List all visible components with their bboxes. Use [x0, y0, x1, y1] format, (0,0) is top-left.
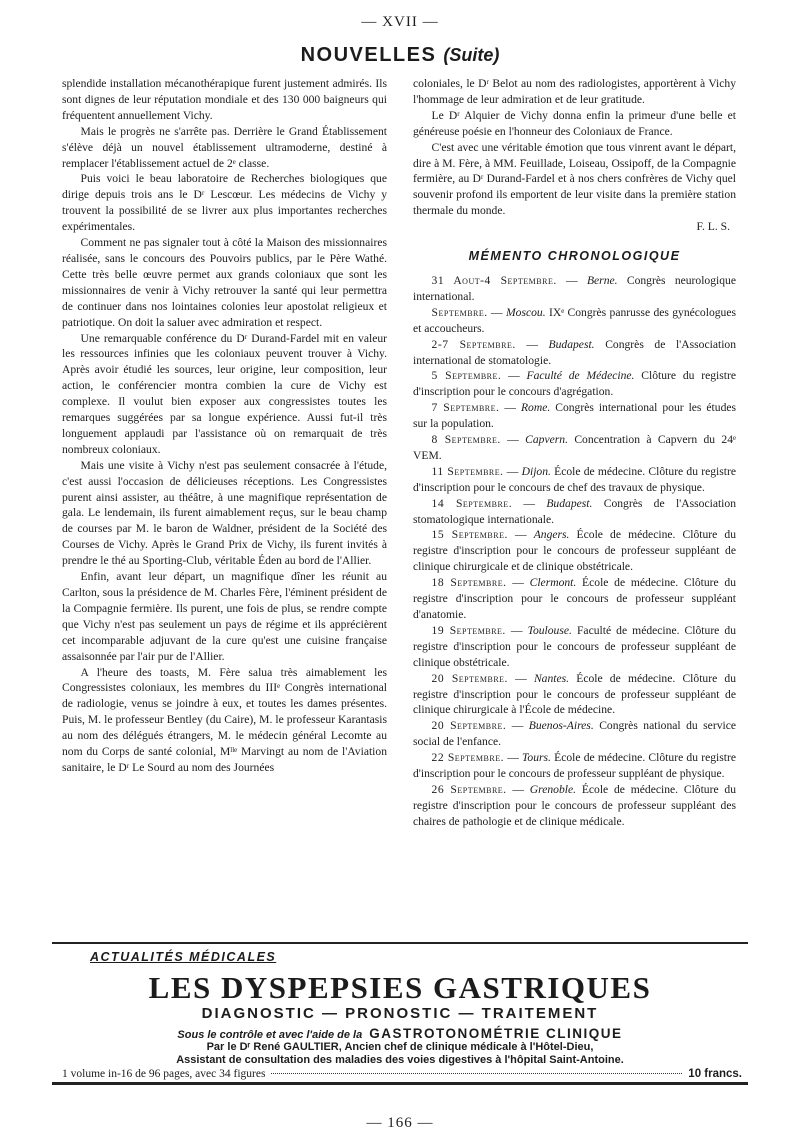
memento-entry	[413, 337, 736, 369]
entry-text: IXᵉ Congrès panrusse des gynécologues et accoucheurs.	[413, 305, 737, 335]
entry-date: 31 Aout-4 Septembre.	[431, 273, 557, 287]
paragraph-text: C'est avec une véritable émotion que tous vinrent avant le départ, dire à M. Fère, à MM. Feuillade, Loiseau, Ossipoff, de la Compagnie fermière, au Dʳ Durand-Fardel et à nos chers confrères de Vichy quel souvenir profond ils emportent de leur visite dans la première station thermale du monde.	[413, 140, 736, 218]
advert-method-line	[52, 1026, 748, 1041]
memento-entry	[413, 273, 736, 305]
paragraph: A l'heure des toasts, M. Fère salua très aimablement les Congressistes coloniaux, les membres du IIIᵉ Congrès international de radiologie, venus se joindre à eux, et toutes les dames présentes. Puis, M. le professeur Bentley (du Caire), M. le professeur Karantasis au nom des délégués étrangers, M. le médecin général Lecomte au nom du Corps de santé colonial, Mˡˡᵉ Marvingt au nom de l'Aviation sanitaire, le Dʳ Le Sourd au nom des Journées	[62, 665, 387, 774]
entry-dash: —	[499, 401, 521, 415]
entry-date: 5 Septembre.	[431, 369, 502, 383]
entry-place: Budapest.	[546, 496, 593, 510]
entry-space	[569, 528, 576, 541]
memento-entry	[413, 400, 736, 432]
entry-place: Capvern.	[525, 433, 568, 447]
entry-text: Concentration à Capvern du 24ᵉ VEM.	[413, 433, 737, 462]
entry-text: Clôture du registre d'inscription pour le concours d'agrégation.	[413, 369, 737, 399]
advert-author-line: Par le Dʳ René GAULTIER, Ancien chef de clinique médicale à l'Hôtel-Dieu,	[206, 1041, 594, 1053]
entry-dash: —	[503, 464, 522, 478]
memento-entry	[413, 718, 736, 750]
memento-list	[413, 273, 736, 830]
memento-entry	[413, 623, 736, 671]
dot-leader	[271, 1073, 682, 1074]
entry-date: 2-7 Septembre.	[431, 337, 516, 351]
left-column	[62, 76, 387, 776]
entry-place: Buenos-Aires.	[528, 719, 594, 733]
paragraph: Enfin, avant leur départ, un magnifique dîner les réunit au Carlton, sous la présidence de M. Charles Fère, l'éminent président de la Compagnie fermière. Ils purent, une fois de plus, se rendre compte que Vichy n'est pas seulement un pays de régime et ils apprécièrent cet incomparable adjuvant de la cure qu'est une cuisine française assaisonnée par l'air pur de l'Allier.	[62, 570, 387, 663]
entry-text: École de médecine. Clôture du registre d'inscription pour le concours de chef des travaux de physique.	[413, 464, 736, 494]
entry-date: 20 Septembre.	[431, 719, 507, 733]
entry-date: 11 Septembre.	[431, 464, 504, 478]
entry-text: Congrès neurologique international.	[413, 273, 736, 303]
paragraph: Comment ne pas signaler tout à côté la Maison des missionnaires réalisée, sans le concours des Pouvoirs publics, par le Père Wathé. Cette très belle œuvre permet aux grands coloniaux que sont les missionnaires de venir à Vichy retrouver la santé qui leur permettra de continuer dans nos lointaines colonies leur apostolat religieux et patriotique. On doit la saluer avec admiration et respect.	[62, 236, 387, 329]
advert-volume-line	[62, 1068, 742, 1080]
entry-dash: —	[500, 433, 526, 447]
running-title-main: NOUVELLES	[300, 44, 437, 66]
entry-text: Faculté de médecine. Clôture du registre d'inscription pour le concours de professeur suppléant de clinique obstétricale.	[413, 623, 736, 669]
advert-rubric: ACTUALITÉS MÉDICALES	[90, 950, 277, 964]
memento-entry	[413, 782, 736, 830]
paragraph: Le Dʳ Alquier de Vichy donna enfin la primeur d'une belle et généreuse poésie en l'honneur des Coloniaux de France.	[413, 108, 736, 138]
entry-place: Tours.	[522, 751, 551, 765]
memento-entry	[413, 496, 736, 528]
entry-place: Berne.	[586, 273, 618, 287]
entry-dash: —	[506, 782, 530, 796]
running-title-suite: (Suite)	[443, 45, 500, 65]
entry-place: Faculté de Médecine.	[526, 369, 635, 383]
entry-text: Congrès international pour les études sur la population.	[413, 401, 737, 431]
memento-entry	[413, 368, 736, 400]
entry-place: Budapest.	[548, 337, 595, 351]
entry-text: Congrès de l'Association stomatologique internationale.	[413, 496, 737, 526]
memento-entry	[413, 432, 736, 464]
entry-dash: —	[507, 528, 534, 542]
entry-date: 19 Septembre.	[431, 623, 506, 637]
paragraph: coloniales, le Dʳ Belot au nom des radiologistes, apportèrent à Vichy l'hommage de leur admiration et de leur gratitude.	[413, 77, 736, 106]
entry-place: Rome.	[520, 401, 551, 415]
advert-method-emph: GASTROTONOMÉTRIE CLINIQUE	[369, 1026, 623, 1041]
entry-dash: —	[506, 719, 529, 733]
entry-dash: —	[512, 496, 547, 510]
entry-dash: —	[515, 337, 549, 351]
memento-entry	[413, 464, 736, 496]
entry-text: École de médecine. Clôture du registre d'inscription pour le concours de professeur suppléant des chaires de pathologie et de clinique médicale.	[413, 782, 736, 828]
entry-date: 8 Septembre.	[431, 433, 501, 447]
entry-dash: —	[487, 305, 506, 319]
entry-date: 7 Septembre.	[431, 401, 500, 415]
entry-space	[592, 497, 603, 510]
entry-dash: —	[506, 576, 530, 590]
memento-entry	[413, 575, 736, 623]
entry-date: Septembre.	[431, 305, 488, 319]
paragraph: splendide installation mécanothérapique furent justement admirés. Ils sont dignes de leur réputation mondiale et des 130 000 baigneurs qui fréquentent annuellement Vichy.	[62, 77, 387, 122]
paragraph: Mais une visite à Vichy n'est pas seulement consacrée à l'étude, c'est aussi l'occasion de délicieuses réceptions. Les Congressistes purent ainsi assister, au théâtre, à une magnifique représentation de gala. Le lendemain, ils furent aimablement reçus, sur le beau champ de courses par M. le baron de Waldner, président de la Société des Courses de Vichy. Après le Grand Prix de Vichy, ils furent invités à prendre le thé au Sporting-Club, véritable Éden au bord de l'Allier.	[62, 458, 387, 568]
entry-space	[595, 338, 606, 351]
entry-place: Angers.	[533, 528, 570, 542]
entry-text: École de médecine. Clôture du registre d'inscription pour le concours de professeur suppléant de physique.	[413, 751, 736, 781]
entry-text: Congrès de l'Association international de stomatologie.	[413, 337, 737, 367]
advert-volume: 1 volume in-16 de 96 pages, avec 34 figures	[62, 1068, 266, 1080]
entry-place: Toulouse.	[527, 623, 572, 637]
entry-date: 15 Septembre.	[431, 528, 508, 542]
paragraph: Mais le progrès ne s'arrête pas. Derrière le Grand Établissement s'élève déjà un nouvel établissement ultramoderne, destiné à remplacer l'établissement actuel de 2ᵉ classe.	[62, 124, 387, 170]
memento-entry	[413, 527, 736, 575]
entry-dash: —	[501, 369, 527, 383]
entry-place: Dijon.	[521, 464, 551, 478]
advert-subtitle: DIAGNOSTIC — PRONOSTIC — TRAITEMENT	[201, 1005, 599, 1022]
paragraph: Puis voici le beau laboratoire de Recherches biologiques que dirige depuis trois ans le Dʳ Lescœur. Les médecins de Vichy y trouvent la possibilité de se livrer aux plus importantes recherches expérimentales.	[62, 172, 387, 234]
advert-price: 10 francs.	[688, 1068, 742, 1080]
entry-space	[618, 274, 627, 287]
running-title	[0, 44, 800, 67]
entry-place: Clermont.	[529, 576, 577, 590]
signature: F. L. S.	[696, 220, 730, 234]
entry-date: 14 Septembre.	[431, 496, 513, 510]
entry-text: École de médecine. Clôture du registre d'inscription pour le concours de professeur suppléant de clinique chirurgicale à l'École de médecine.	[413, 671, 736, 717]
entry-text: École de médecine. Clôture du registre d'inscription pour le concours de professeur suppléant d'anatomie.	[413, 576, 737, 621]
advertisement	[52, 944, 748, 1085]
memento-heading: MÉMENTO CHRONOLOGIQUE	[468, 249, 681, 264]
memento-entry	[413, 750, 736, 782]
entry-place: Moscou.	[506, 305, 546, 319]
entry-date: 22 Septembre.	[431, 751, 504, 765]
paragraph: Une remarquable conférence du Dʳ Durand-Fardel mit en valeur les ressources infinies que les coloniaux peuvent trouver à Vichy. Après avoir étudié les sources, leur origine, leur composition, leur action, le conférencier montra combien la cure de Vichy est complexe. Il voulut bien exposer aux congressistes toutes les remarques suggérées par sa longue expérience. Aussi fut-il très longuement applaudi par l'assistance où on remarquait de très nombreux coloniaux.	[62, 331, 387, 456]
paragraph	[413, 140, 736, 235]
advert-title: LES DYSPEPSIES GASTRIQUES	[148, 970, 652, 1005]
memento-entry	[413, 671, 736, 719]
entry-dash: —	[556, 273, 587, 287]
advert-method-prefix: Sous le contrôle et avec l'aide de la	[177, 1029, 363, 1041]
page-number: — 166 —	[366, 1115, 434, 1131]
entry-place: Nantes.	[533, 671, 570, 685]
advert-author-title: Assistant de consultation des maladies des voies digestives à l'hôpital Saint-Antoine.	[176, 1054, 624, 1066]
entry-dash: —	[505, 623, 528, 637]
entry-place: Grenoble.	[529, 782, 577, 796]
entry-date: 26 Septembre.	[431, 782, 507, 796]
memento-entry	[413, 305, 736, 337]
folio-roman: — XVII —	[361, 14, 439, 30]
entry-dash: —	[503, 751, 523, 765]
entry-dash: —	[507, 671, 534, 685]
entry-date: 20 Septembre.	[431, 671, 508, 685]
entry-date: 18 Septembre.	[431, 576, 507, 590]
right-column	[413, 76, 736, 830]
entry-text: Congrès national du service social de l'enfance.	[413, 719, 737, 749]
entry-text: École de médecine. Clôture du registre d'inscription pour le concours de professeur suppléant de clinique chirurgicale et de clinique obstétricale.	[413, 528, 736, 574]
